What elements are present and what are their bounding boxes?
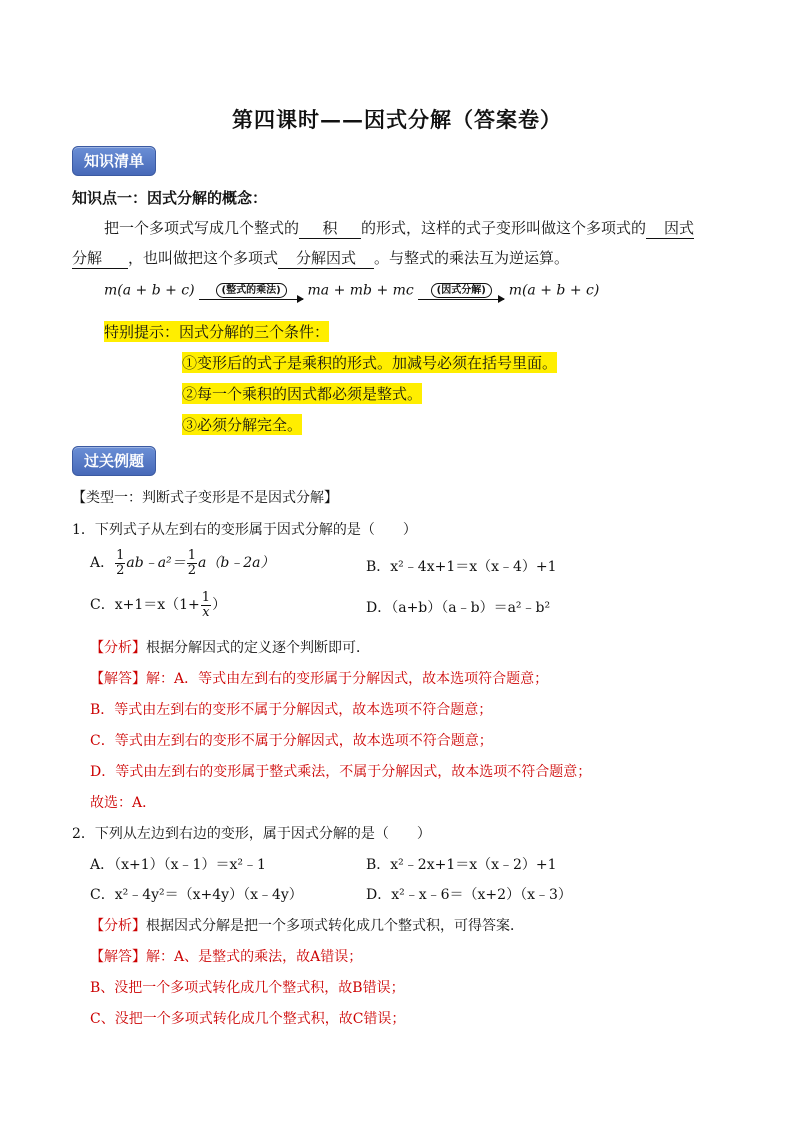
q1-option-a-label: A． <box>90 555 115 571</box>
q1-analysis <box>90 637 370 657</box>
formula-right: m(a + b + c) <box>508 282 600 299</box>
kp1-line2 <box>72 247 569 269</box>
arrow-right-icon <box>199 299 303 300</box>
q1-analysis-tag: 【分析】 <box>90 640 146 656</box>
q1-answer-line-2: B．等式由左到右的变形不属于分解因式，故本选项不符合题意； <box>90 702 493 718</box>
fraction: $\frac{1}{2}$ <box>187 547 196 578</box>
kp1-line1 <box>104 217 694 239</box>
q1-option-d: D．（a+b）（a﹣b）＝a²﹣b² <box>366 600 551 616</box>
kp1-blank-2b: 分解 <box>72 247 128 269</box>
q2-answer-line-3: C、没把一个多项式转化成几个整式积，故C错误； <box>90 1011 406 1027</box>
q2-option-b: B．x²﹣2x+1＝x（x﹣2）+1 <box>366 857 557 873</box>
q1-analysis-text: 根据分解因式的定义逐个判断即可． <box>146 640 370 656</box>
q2-answer-line-1: 【解答】解：A、是整式的乘法，故A错误； <box>90 949 363 965</box>
formula-left: m(a + b + c) <box>104 282 195 299</box>
formula-row <box>104 281 599 300</box>
q1-answer-line-4: D．等式由左到右的变形属于整式乘法，不属于分解因式，故本选项不符合题意； <box>90 764 592 780</box>
tip-item-1: ①变形后的式子是乘积的形式。加减号必须在括号里面。 <box>182 354 558 372</box>
q2-analysis <box>90 915 524 935</box>
q2-analysis-text: 根据因式分解是把一个多项式转化成几个整式积，可得答案． <box>146 918 524 934</box>
formula-middle: ma + mb + mc <box>307 282 414 299</box>
formula-arrow-2 <box>418 281 504 300</box>
kp1-text-b: 的形式，这样的式子变形叫做这个多项式的 <box>361 219 647 237</box>
fraction: $\frac{1}{x}$ <box>201 589 211 620</box>
page-title: 第四课时——因式分解（答案卷） <box>232 107 562 132</box>
q2-option-d: D．x²﹣x﹣6＝（x+2）（x﹣3） <box>366 887 572 903</box>
q2-answer-tag: 【解答】 <box>90 949 146 965</box>
q1-stem: 1．下列式子从左到右的变形属于因式分解的是（ ） <box>72 522 417 538</box>
q2-analysis-tag: 【分析】 <box>90 918 146 934</box>
q1-answer-line-1: 【解答】解：A．等式由左到右的变形属于分解因式，故本选项符合题意； <box>90 671 549 687</box>
kp1-blank-3: 分解因式 <box>278 247 374 269</box>
q1-option-a-end: a（b﹣2a） <box>197 555 275 571</box>
kp1-blank-1: 积 <box>299 217 361 239</box>
kp1-text-c: ，也叫做把这个多项式 <box>128 249 279 267</box>
q1-choice: 故选：A． <box>90 795 157 811</box>
kp1-text-d: 。与整式的乘法互为逆运算。 <box>374 249 570 267</box>
section-badge-knowledge: 知识清单 <box>72 146 156 176</box>
q2-stem: 2．下列从左边到右边的变形，属于因式分解的是（ ） <box>72 826 431 842</box>
formula-arrow-2-label: (因式分解) <box>431 283 492 298</box>
q1-option-c-end: ） <box>212 597 227 613</box>
q1-option-a <box>90 544 275 582</box>
kp1-heading: 知识点一：因式分解的概念： <box>72 189 268 207</box>
q1-answer-line-3: C．等式由左到右的变形不属于分解因式，故本选项不符合题意； <box>90 733 493 749</box>
tips-heading: 特别提示：因式分解的三个条件： <box>104 323 330 341</box>
q1-option-c <box>90 586 226 624</box>
q1-option-a-mid: ab﹣a²＝ <box>126 555 186 571</box>
q2-option-c: C．x²﹣4y²＝（x+4y）（x﹣4y） <box>90 887 303 903</box>
formula-arrow-1 <box>199 281 303 300</box>
kp1-blank-2a: 因式 <box>646 217 694 239</box>
kp1-text-a: 把一个多项式写成几个整式的 <box>104 219 300 237</box>
q1-answer-tag: 【解答】 <box>90 671 146 687</box>
tip-item-3: ③必须分解完全。 <box>182 416 303 434</box>
q2-answer-line-2: B、没把一个多项式转化成几个整式积，故B错误； <box>90 980 405 996</box>
fraction: $\frac{1}{2}$ <box>116 547 125 578</box>
formula-arrow-1-label: (整式的乘法) <box>216 283 287 298</box>
tip-item-2: ②每一个乘积的因式都必须是整式。 <box>182 385 423 403</box>
q1-option-b: B．x²﹣4x+1＝x（x﹣4）+1 <box>366 559 557 575</box>
q1-option-c-label: C．x+1＝x（1+ <box>90 597 200 613</box>
section-badge-examples: 过关例题 <box>72 446 156 476</box>
type1-heading: 【类型一：判断式子变形是不是因式分解】 <box>72 490 338 506</box>
q2-option-a: A．（x+1）（x﹣1）＝x²﹣1 <box>90 857 266 873</box>
arrow-right-icon <box>418 299 504 300</box>
